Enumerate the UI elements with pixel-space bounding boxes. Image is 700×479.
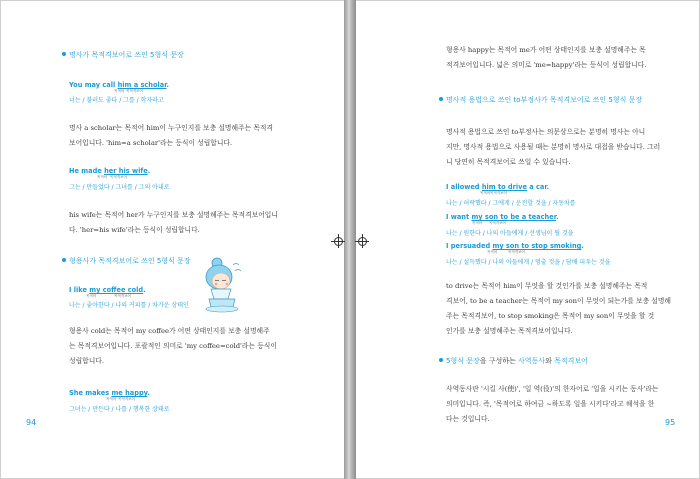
example-sentence: I persuaded my son to stop smoking. bbox=[446, 242, 584, 250]
complement-label: 목적격보어 bbox=[489, 221, 506, 225]
example-gloss: 그는 / 만들었다 / 그녀를 / 그의 아내로 bbox=[69, 184, 170, 191]
complement-label: 목적격보어 bbox=[508, 250, 525, 254]
complement-label: 목적격보어 bbox=[110, 175, 127, 179]
body-paragraph: 명사적 용법으로 쓰인 to부정사는 의문상으로는 분명히 명사는 아니 지만, 명사적 용법으로 사용될 때는 분명히 명사로 대접을 받습니다. 그러 니 당연히 목적격보어로 쓰일 수 있습니다. bbox=[446, 128, 661, 166]
complement-label: 목적격보어 bbox=[490, 191, 507, 195]
right-page bbox=[356, 0, 700, 479]
example-sentence: I allowed him to drive a car. bbox=[446, 183, 550, 191]
body-paragraph: 형용사 cold는 목적어 my coffee가 어떤 상태인지를 보충 설명해주 는 목적격보어입니다. 포괄적인 의미로 'my coffee=cold'라는 등식이 성립합니다. bbox=[69, 327, 277, 365]
complement-label: 목적격보어 bbox=[118, 397, 135, 401]
section-heading bbox=[439, 95, 642, 105]
body-paragraph: 사역동사란 '시킬 사(使)', '일 역(役)'의 한자어로 '일을 시키는 동사'라는 의미입니다. 즉, '목적어로 하여금 ~하도록 일을 시키다'라고 해석을 한 다는 것입니다. bbox=[446, 385, 659, 423]
object-label: 목적어 bbox=[97, 175, 108, 179]
example-sentence: She makes me happy. bbox=[69, 389, 150, 397]
section-heading bbox=[62, 256, 191, 266]
body-paragraph: 명사 a scholar는 목적어 him이 누구인지를 보충 설명해주는 목적격 보어입니다. 'him=a scholar'라는 등식이 성립합니다. bbox=[69, 124, 274, 147]
book-spine bbox=[344, 0, 356, 479]
section-heading: 5형식 문장을 구성하는 사역동사와 목적격보어 bbox=[439, 356, 588, 366]
body-paragraph: 형용사 happy는 목적어 me가 어떤 상태인지를 보충 설명해주는 목 적격보어입니다. 넓은 의미로 'me=happy'라는 등식이 성립합니다. bbox=[446, 46, 647, 69]
bullet-icon bbox=[439, 97, 443, 101]
example-gloss: 나는 / 좋아한다 / 나의 커피를 / 차가운 상태인 bbox=[69, 302, 189, 309]
object-label: 목적어 bbox=[114, 89, 125, 93]
example-sentence: I want my son to be a teacher. bbox=[446, 213, 559, 221]
example-gloss: 너는 / 불러도 좋다 / 그를 / 학자라고 bbox=[69, 97, 164, 104]
example-sentence: You may call him a scholar. bbox=[69, 81, 170, 89]
example-gloss: 그녀는 / 만든다 / 나를 / 행복한 상태로 bbox=[69, 406, 170, 413]
body-paragraph: to drive는 목적어 him이 무엇을 할 것인가를 보충 설명해주는 목적 격보어, to be a teacher는 목적어 my son이 무엇이 되는가를 보충 설명해 주는 목적격보어, to stop smoking은 목적어 my son이 무엇을 할 것 인가를 보충 설명해주는 목적격보어입니다. bbox=[446, 282, 671, 335]
section-heading-text: 형용사가 목적격보어로 쓰인 5형식 문장 bbox=[69, 257, 191, 265]
page-number: 94 bbox=[26, 418, 37, 427]
bullet-icon bbox=[439, 358, 443, 362]
example-sentence: He made her his wife. bbox=[69, 167, 151, 175]
section-heading bbox=[62, 50, 184, 60]
body-paragraph: his wife는 목적어 her가 누구인지를 보충 설명해주는 목적격보어입니 다. 'her=his wife'라는 등식이 성립합니다. bbox=[69, 211, 278, 234]
example-gloss: 나는 / 원한다 / 나의 아들에게 / 선생님이 될 것을 bbox=[446, 230, 574, 237]
page-number: 95 bbox=[665, 418, 676, 427]
example-gloss: 나는 / 허락했다 / 그에게 / 운전할 것을 / 자동차를 bbox=[446, 200, 576, 207]
section-heading-text: 명사적 용법으로 쓰인 to부정사가 목적격보어로 쓰인 5형식 문장 bbox=[446, 96, 643, 104]
bullet-icon bbox=[62, 258, 66, 262]
object-label: 목적어 bbox=[106, 397, 117, 401]
example-sentence: I like my coffee cold. bbox=[69, 286, 146, 294]
object-label: 목적어 bbox=[472, 221, 483, 225]
complement-label: 목적격보어 bbox=[114, 294, 131, 298]
object-label: 목적어 bbox=[480, 191, 491, 195]
object-label: 목적어 bbox=[487, 250, 498, 254]
bullet-icon bbox=[62, 52, 66, 56]
girl-with-coffee-illustration bbox=[197, 255, 247, 315]
complement-label: 목적격보어 bbox=[126, 89, 143, 93]
object-label: 목적어 bbox=[86, 294, 97, 298]
example-gloss: 나는 / 설득했다 / 나의 아들에게 / 멈출 것을 / 담배 피우는 것을 bbox=[446, 259, 611, 266]
section-heading-text: 명사가 목적격보어로 쓰인 5형식 문장 bbox=[69, 51, 184, 59]
left-page bbox=[0, 0, 344, 479]
